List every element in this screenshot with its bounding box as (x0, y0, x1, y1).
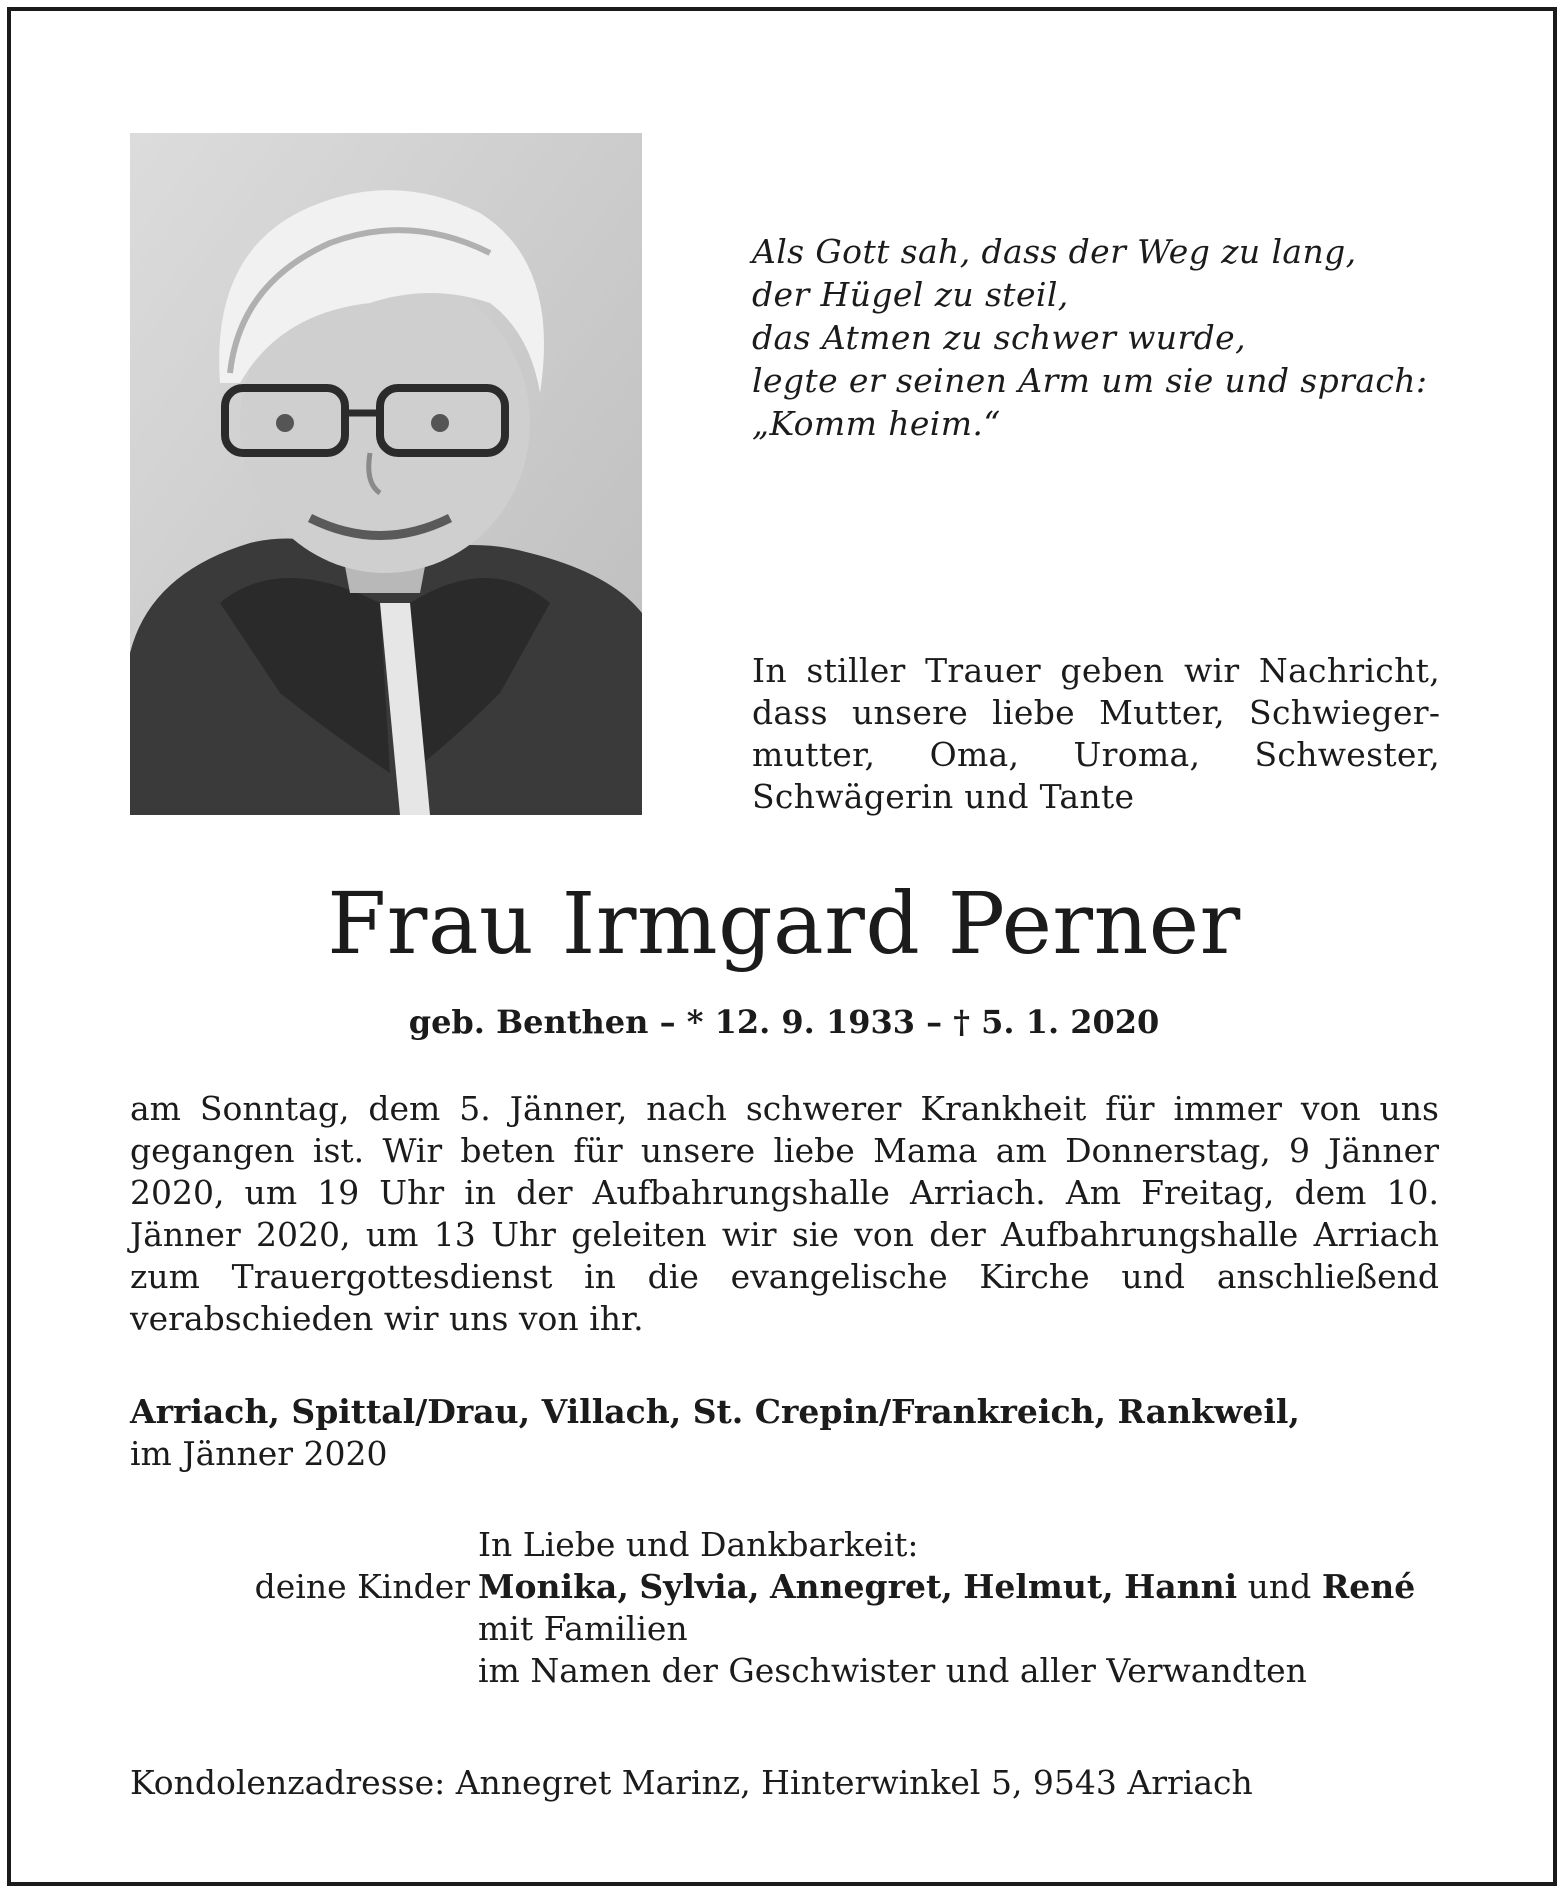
child-name: Monika, (478, 1567, 629, 1606)
places-list: Arriach, Spittal/Drau, Villach, St. Crepin/Frankreich, Rankweil, (130, 1392, 1300, 1431)
child-name: Helmut, (963, 1567, 1114, 1606)
relatives-line: im Namen der Geschwister und aller Verwandten (478, 1651, 1307, 1690)
places-and-date (130, 1391, 1450, 1475)
signature-block (130, 1524, 1440, 1692)
child-name: Annegret, (769, 1567, 953, 1606)
announcement-body: am Sonntag, dem 5. Jänner, nach schwerer Krankheit für immer von uns gegangen ist. Wir beten für unsere liebe Mama am Donnerstag, 9 Jänner 2020, um 19 Uhr in der Aufbahrungshalle Arriach. Am Freitag, dem 10. Jänner 2020, um 13 Uhr geleiten wir sie von der Aufbahrungshalle Arriach zum Trauergottesdienst in die evangelische Kirche und anschließend verabschieden wir uns von ihr. (130, 1089, 1439, 1338)
child-name: Hanni (1124, 1567, 1238, 1606)
announcement-intro: In stiller Trauer geben wir Nachricht, dass unsere liebe Mutter, Schwiegermutter, Oma, Uroma, Schwester, Schwägerin und Tante (752, 651, 1440, 816)
child-name: Sylvia, (639, 1567, 760, 1606)
signature-heading: In Liebe und Dankbarkeit: (478, 1525, 919, 1564)
poem-line: legte er seinen Arm um sie und sprach: (752, 361, 1428, 400)
children-label: deine Kinder (254, 1567, 470, 1606)
notice-date: im Jänner 2020 (130, 1434, 388, 1473)
children-names (478, 1566, 1415, 1608)
poem-line: Als Gott sah, dass der Weg zu lang, (752, 232, 1357, 271)
deceased-name: Frau Irmgard Perner (327, 875, 1241, 974)
condolence-address: Kondolenzadresse: Annegret Marinz, Hinterwinkel 5, 9543 Arriach (130, 1763, 1253, 1802)
and-word: und (1247, 1567, 1312, 1606)
poem-line: der Hügel zu steil, (752, 275, 1069, 314)
portrait-photo (130, 133, 642, 815)
poem (752, 230, 1512, 445)
with-families: mit Familien (478, 1609, 688, 1648)
child-name: René (1321, 1567, 1416, 1606)
birth-death-dates: geb. Benthen – * 12. 9. 1933 – † 5. 1. 2020 (408, 1003, 1160, 1041)
poem-line: das Atmen zu schwer wurde, (752, 318, 1246, 357)
portrait-photo-icon (130, 133, 642, 815)
poem-line: „Komm heim.“ (752, 404, 1001, 443)
